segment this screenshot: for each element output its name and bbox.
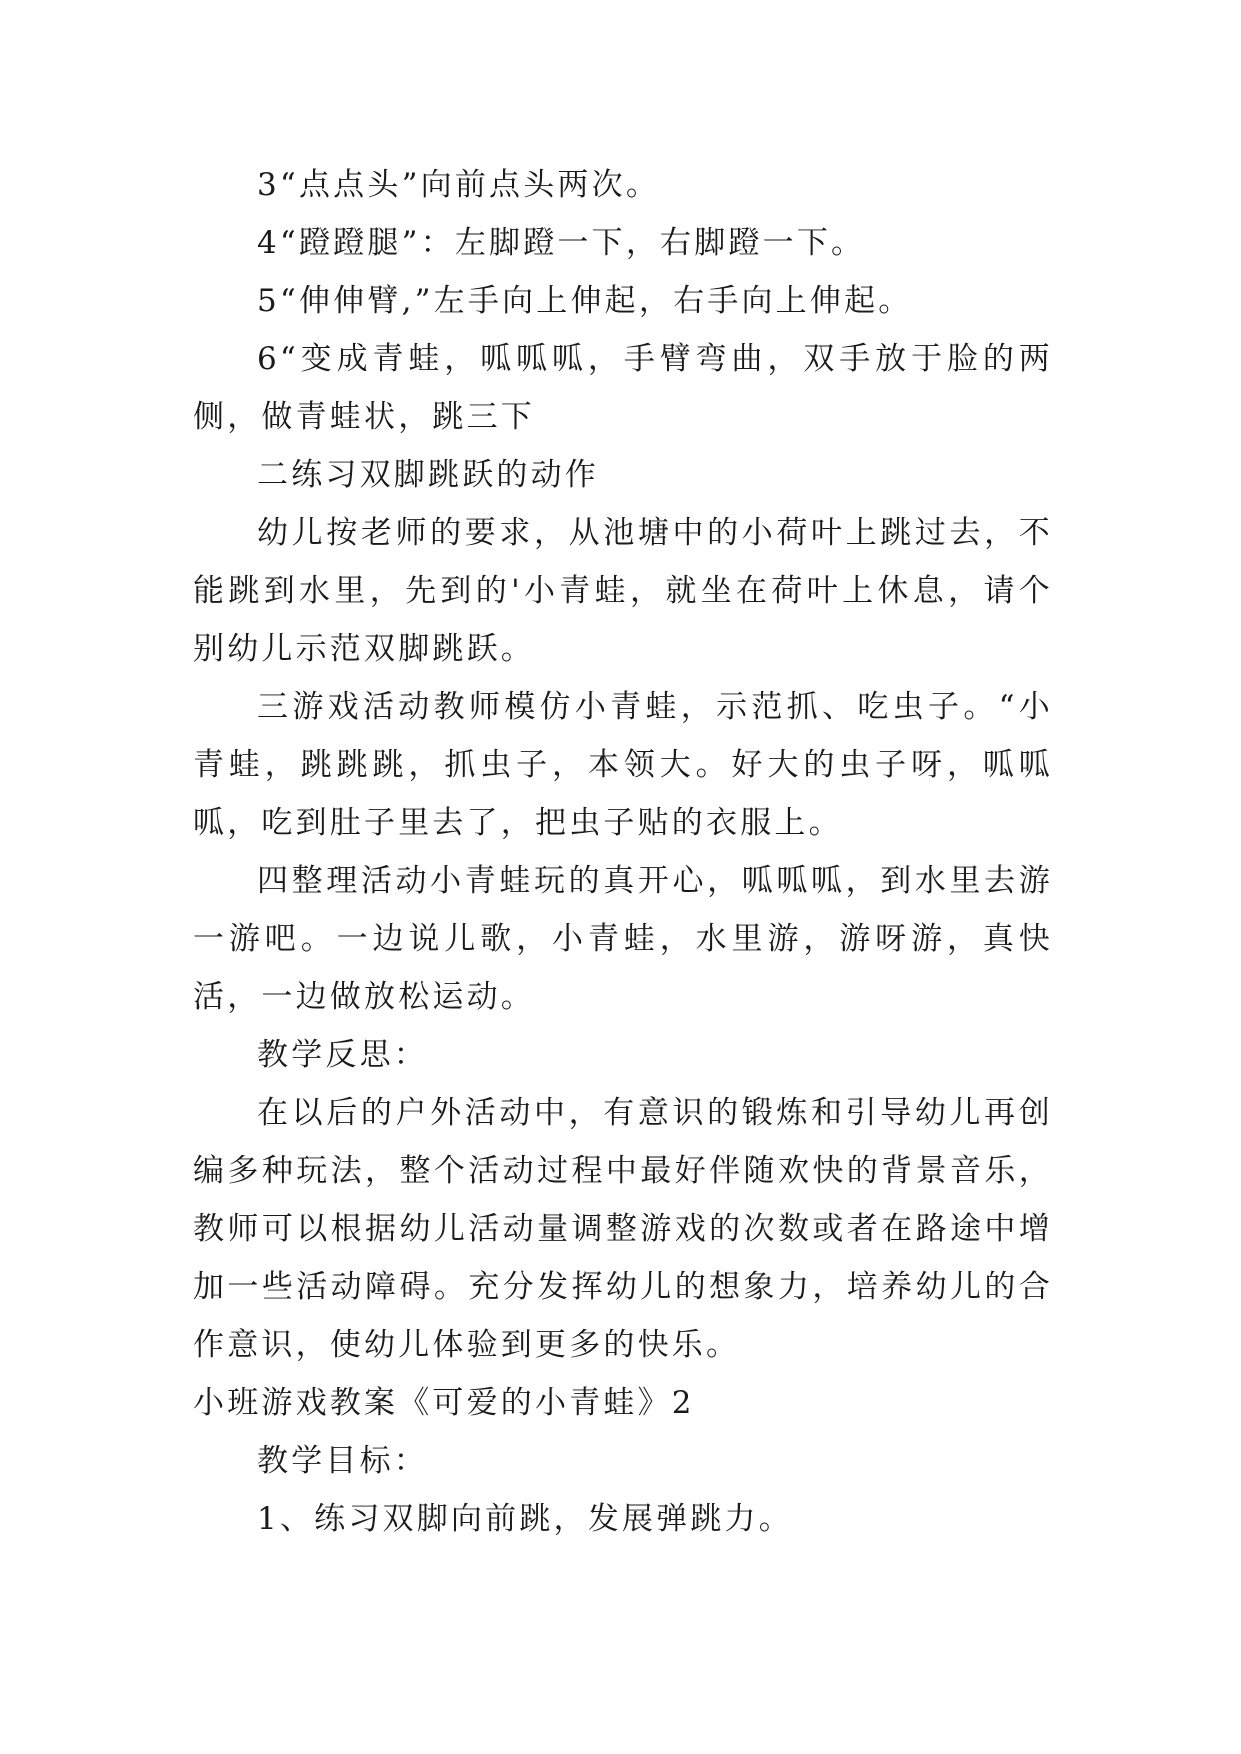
section-heading-practice: 二练习双脚跳跃的动作 <box>257 457 599 493</box>
section-heading-reflection: 教学反思： <box>257 1037 428 1073</box>
paragraph-step-5: 5“伸伸臂,”左手向上伸起，右手向上伸起。 <box>257 283 913 319</box>
paragraph-game-activity: 三游戏活动教师模仿小青蛙，示范抓、吃虫子。“小青蛙，跳跳跳，抓虫子，本领大。好大的虫子呀，呱呱呱，吃到肚子里去了，把虫子贴的衣服上。 <box>193 689 1053 841</box>
paragraph-step-4: 4“蹬蹬腿”：左脚蹬一下，右脚蹬一下。 <box>257 225 866 261</box>
paragraph-reflection: 在以后的户外活动中，有意识的锻炼和引导幼儿再创编多种玩法，整个活动过程中最好伴随欢快的背景音乐，教师可以根据幼儿活动量调整游戏的次数或者在路途中增加一些活动障碍。充分发挥幼儿的想象力，培养幼儿的合作意识，使幼儿体验到更多的快乐。 <box>193 1095 1053 1363</box>
lesson-plan-title: 小班游戏教案《可爱的小青蛙》2 <box>193 1385 695 1421</box>
paragraph-cooldown: 四整理活动小青蛙玩的真开心，呱呱呱，到水里去游一游吧。一边说儿歌，小青蛙，水里游，游呀游，真快活，一边做放松运动。 <box>193 863 1053 1015</box>
paragraph-step-3: 3“点点头”向前点头两次。 <box>257 167 661 203</box>
section-heading-objectives: 教学目标： <box>257 1443 428 1479</box>
document-body <box>193 156 1053 1548</box>
paragraph-objective-1: 1、练习双脚向前跳，发展弹跳力。 <box>257 1501 793 1537</box>
paragraph-practice: 幼儿按老师的要求，从池塘中的小荷叶上跳过去，不能跳到水里，先到的'小青蛙，就坐在荷叶上休息，请个别幼儿示范双脚跳跃。 <box>193 515 1053 667</box>
paragraph-step-6: 6“变成青蛙，呱呱呱，手臂弯曲，双手放于脸的两侧，做青蛙状，跳三下 <box>193 341 1053 435</box>
